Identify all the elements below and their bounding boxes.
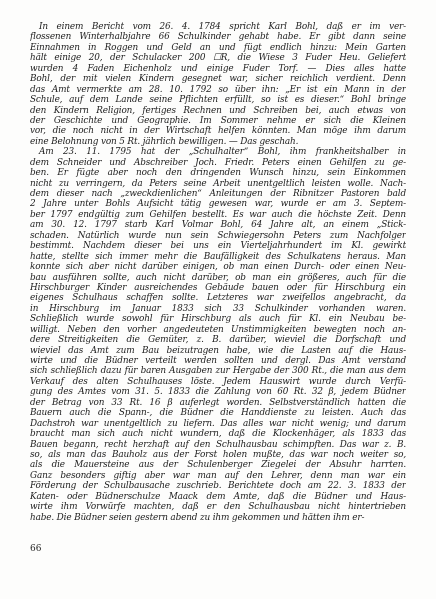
text-line: konnte sich aber nicht darüber einigen, ob man einen Durch- oder einen Neu-	[30, 262, 406, 273]
text-line: eine Belohnung von 5 Rt. jährlich bewilligen. — Das geschah.	[30, 136, 299, 147]
text-line: willigt. Neben den vorher angedeuteten Unstimmigkeiten bewegten noch an-	[30, 324, 406, 335]
text-line: den Kindern Religion, fertiges Rechnen und Schreiben bei, auch etwas von	[30, 105, 406, 116]
text-line: Hirschburger Kinder ausreichendes Gebäude bauen oder für Hirschburg ein	[30, 282, 406, 293]
page-number: 66	[30, 544, 42, 554]
text-line: Einnahmen in Roggen und Geld an und fügt endlich hinzu: Mein Garten	[30, 42, 406, 53]
text-line: Ganz besonders giftig aber war man auf den Lehrer, denn man war ein	[30, 470, 406, 481]
text-line: gung des Amtes vom 31. 5. 1833 die Zahlung von 60 Rt. 32 β, jedem Büdner	[30, 387, 406, 398]
body-text	[30, 22, 406, 523]
text-line: Schließlich wurde sowohl für Hirschburg als auch für Kl. ein Neubau be-	[30, 314, 406, 325]
text-line: nicht zu verringern, da Peters seine Arbeit unentgeltlich leisten wolle. Nach-	[30, 178, 406, 189]
text-line: wurden 4 Faden Eichenholz und einige Fuder Torf. — Dies alles hatte	[30, 63, 406, 74]
text-line: schaden. Natürlich wurde nun sein Schwiegersohn Peters zum Nachfolger	[30, 230, 406, 241]
text-line: Förderung der Schulbausache zuschrieb. Berichtete doch am 22. 3. 1833 der	[30, 481, 406, 492]
text-line: vor, die noch nicht in der Wirtschaft helfen könnten. Man möge ihm darum	[30, 126, 406, 137]
text-line: sich schließlich dazu für baren Ausgaben zur Hergabe der 300 Rt., die man aus dem	[30, 366, 406, 377]
text-line: Bohl, der mit vielen Kindern gesegnet war, sicher reichlich verdient. Denn	[30, 74, 406, 85]
text-line: bau ausführen sollte, auch nicht darüber, ob man ein größeres, auch für die	[30, 272, 406, 283]
text-line: braucht man sich auch nicht wundern, daß die Klockenhäger, als 1833 das	[30, 429, 406, 440]
text-line: ber 1797 endgültig zum Gehilfen bestellt. Es war auch die höchste Zeit. Denn	[30, 209, 406, 220]
text-line: dem Schneider und Abschreiber Joch. Friedr. Peters einen Gehilfen zu ge-	[30, 157, 406, 168]
text-line: Schule, auf dem Lande seine Pflichten erfüllt, so ist es dieser.“ Bohl bringe	[30, 95, 406, 106]
text-line: flossenen Winterhalbjahre 66 Schulkinder gehabt habe. Er gibt dann seine	[30, 32, 406, 43]
text-line: Verkauf des alten Schulhauses löste. Jedem Hauswirt wurde durch Verfü-	[30, 376, 406, 387]
text-line: hält einige 20, der Schulacker 200 ☐R, die Wiese 3 Fuder Heu. Geliefert	[30, 53, 406, 64]
text-line: eigenes Schulhaus schaffen sollte. Letzteres war zweifellos angebracht, da	[30, 293, 406, 304]
text-line: ben. Er fügte aber noch den dringenden Wunsch hinzu, sein Einkommen	[30, 168, 406, 179]
text-line: 2 Jahre unter Bohls Aufsicht tätig gewesen war, wurde er am 3. Septem-	[30, 199, 406, 210]
text-line: bestimmt. Nachdem dieser bei uns ein Vierteljahrhundert im Kl. gewirkt	[30, 241, 406, 252]
text-line: dem dieser nach „zweckdienlichen“ Anleitungen der Ribnitzer Pastoren bald	[30, 189, 406, 199]
text-line: Katen- oder Büdnerschulze Maack dem Amte, daß die Büdner und Haus-	[30, 491, 406, 502]
text-line: wirte ihm Vorwürfe machten, daß er den Schulhausbau nicht hintertrieben	[30, 502, 406, 513]
text-line: das Amt vermerkte am 28. 10. 1792 so über ihn: „Er ist ein Mann in der	[30, 84, 406, 95]
text-line: so, als man das Bauholz aus der Forst holen mußte, das war noch weiter so,	[30, 449, 406, 460]
text-line: Bauern auch die Spann-, die Büdner die Handdienste zu leisten. Auch das	[30, 408, 406, 419]
text-line: wirte und die Büdner verteilt werden sollten und dergl. Das Amt verstand	[30, 356, 406, 366]
text-line: in Hirschburg im Januar 1833 sich 33 Schulkinder vorhanden waren.	[30, 303, 406, 314]
text-line: wieviel das Amt zum Bau beizutragen habe, wie die Lasten auf die Haus-	[30, 345, 406, 356]
text-line: der Geschichte und Geographie. Im Sommer nehme er sich die Kleinen	[30, 115, 406, 126]
text-line: der Betrag von 33 Rt. 16 β auferlegt worden. Selbstverständlich hatten die	[30, 397, 406, 408]
text-line: am 30. 12. 1797 starb Karl Volmar Bohl, 64 Jahre alt, an einem „Stick-	[30, 220, 406, 231]
text-line: In einem Bericht vom 26. 4. 1784 spricht Karl Bohl, daß er im ver-	[39, 22, 406, 32]
text-line: Dachstroh war unentgeltlich zu liefern. Das alles war nicht wenig; und darum	[30, 418, 406, 429]
text-line: dere Streitigkeiten die Gemüter, z. B. darüber, wieviel die Dorfschaft und	[30, 335, 406, 346]
text-line: Am 23. 11. 1795 hat der „Schulhalter“ Bohl, ihm frankheitshalber in	[39, 147, 406, 158]
text-line: Bauen begann, recht herzhaft auf den Schulhausbau schimpften. Das war z. B.	[30, 439, 406, 450]
text-line: als die Mauersteine aus der Schulenberger Ziegelei der Absuhr harrten.	[30, 460, 406, 471]
text-line: habe. Die Büdner seien gestern abend zu ihm gekommen und hätten ihm er-	[30, 512, 365, 523]
text-line: hatte, stellte sich immer mehr die Baufälligkeit des Schulkatens heraus. Man	[30, 251, 406, 262]
